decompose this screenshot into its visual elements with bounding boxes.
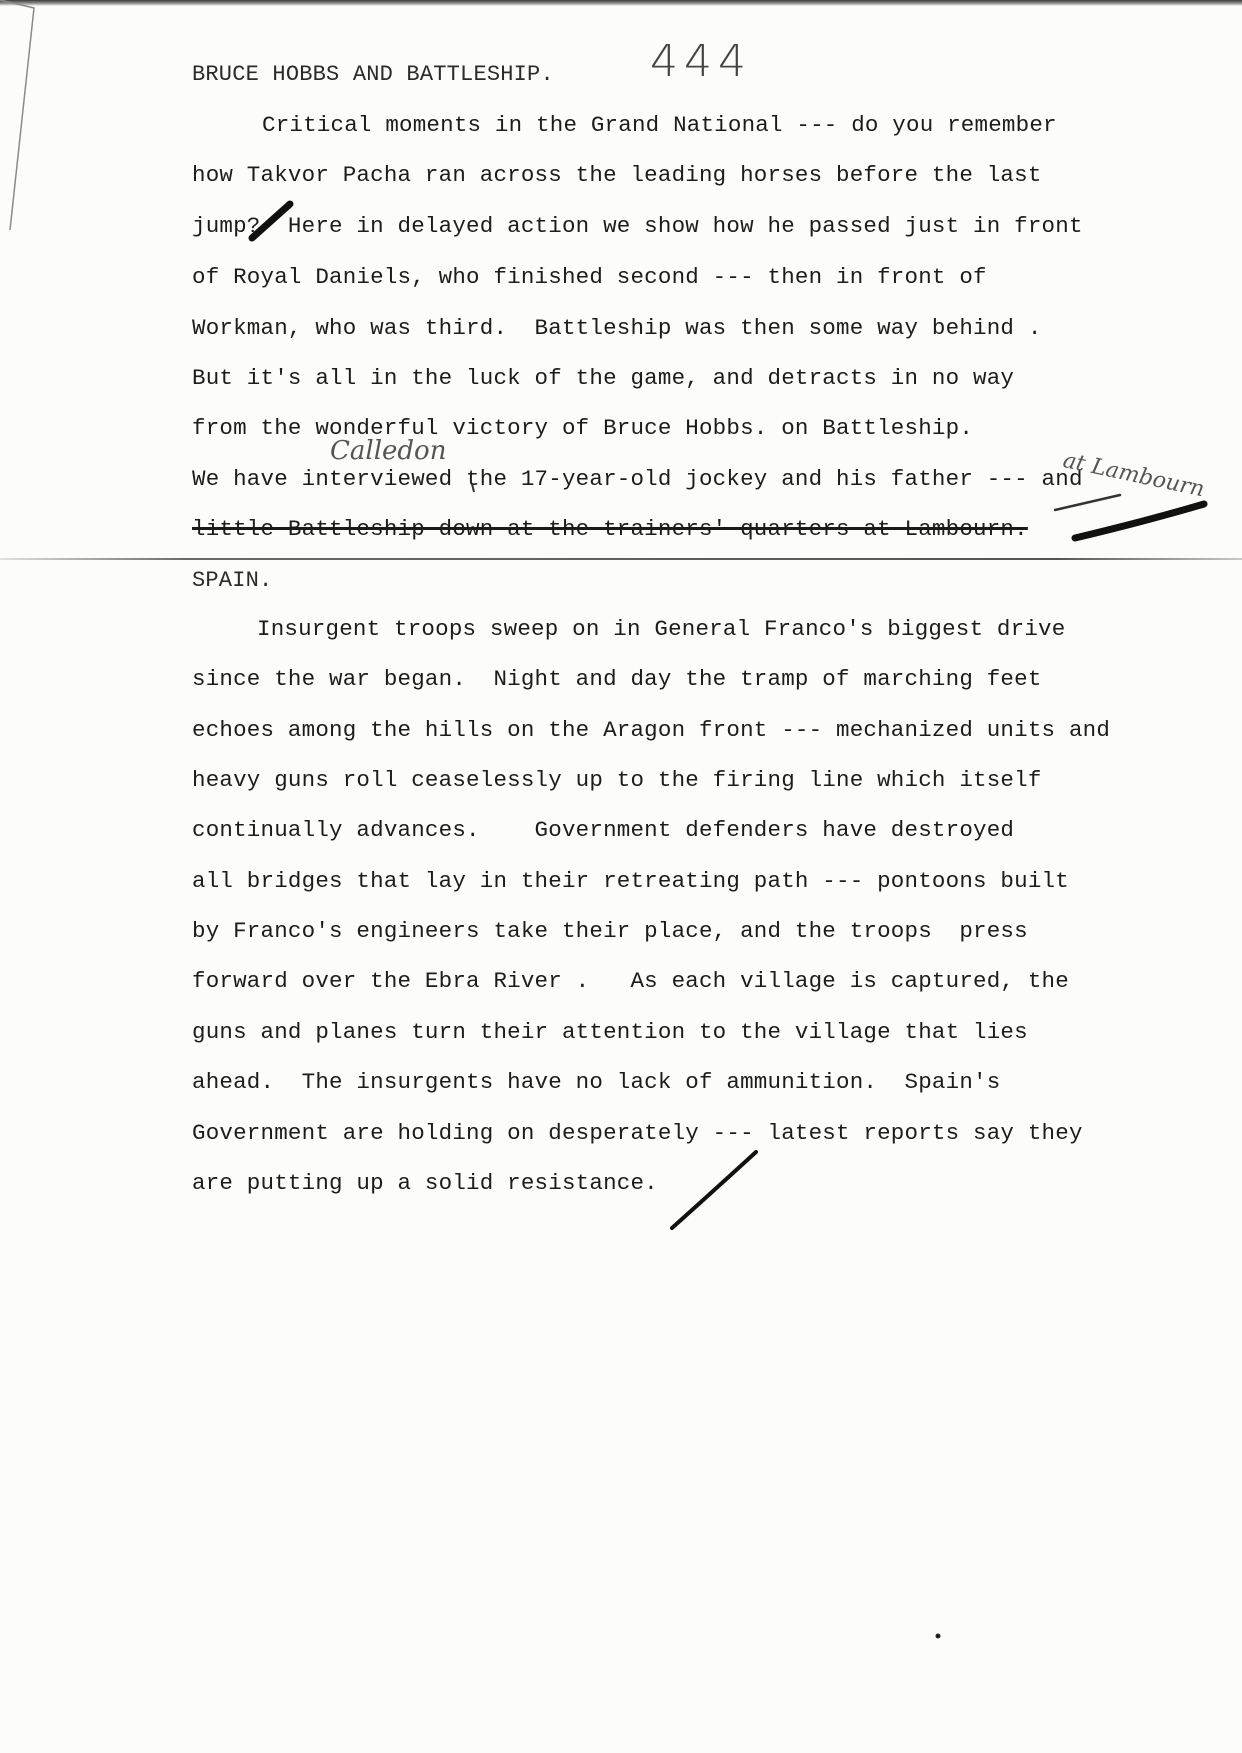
story1-line-4: of Royal Daniels, who finished second --- then in front of	[192, 264, 987, 290]
story2-line-2: since the war began. Night and day the tramp of marching feet	[192, 666, 1042, 692]
handwritten-insert: Calledon	[330, 436, 447, 466]
story2-line-3: echoes among the hills on the Aragon front --- mechanized units and	[192, 717, 1111, 743]
pen-stroke-jump	[252, 204, 290, 238]
pen-stroke-margin	[1055, 495, 1120, 510]
pen-stroke-end-story1	[1075, 504, 1204, 538]
page-number: 444	[650, 36, 752, 87]
story1-line-2: how Takvor Pacha ran across the leading horses before the last	[192, 162, 1042, 188]
story2-line-5: continually advances. Government defenders have destroyed	[192, 817, 1015, 843]
pen-stroke-end-story2	[672, 1152, 756, 1228]
story1-line-7: from the wonderful victory of Bruce Hobbs. on Battleship.	[192, 415, 974, 441]
caret-mark	[472, 484, 474, 492]
story2-line-7: by Franco's engineers take their place, and the troops press	[192, 918, 1028, 944]
story1-line-1: Critical moments in the Grand National --- do you remember	[262, 112, 1057, 138]
story2-line-9: guns and planes turn their attention to the village that lies	[192, 1019, 1028, 1045]
story1-line-6: But it's all in the luck of the game, and detracts in no way	[192, 365, 1015, 391]
story2-line-12: are putting up a solid resistance.	[192, 1170, 658, 1196]
story2-line-10: ahead. The insurgents have no lack of ammunition. Spain's	[192, 1069, 1001, 1095]
ink-speck	[936, 1634, 941, 1639]
story1-line-9-struck: little Battleship down at the trainers' quarters at Lambourn.	[192, 516, 1028, 542]
handwritten-margin-note: at Lambourn	[1060, 448, 1207, 503]
story1-line-5: Workman, who was third. Battleship was then some way behind .	[192, 315, 1042, 341]
story2-line-1: Insurgent troops sweep on in General Franco's biggest drive	[257, 616, 1066, 642]
story2-line-4: heavy guns roll ceaselessly up to the firing line which itself	[192, 767, 1042, 793]
story1-line-3: jump? Here in delayed action we show how he passed just in front	[192, 213, 1083, 239]
story2-line-6: all bridges that lay in their retreating path --- pontoons built	[192, 868, 1069, 894]
story-heading-spain: SPAIN.	[192, 568, 273, 593]
story-heading-bruce-hobbs: BRUCE HOBBS AND BATTLESHIP.	[192, 62, 554, 87]
story2-line-8: forward over the Ebra River . As each village is captured, the	[192, 968, 1069, 994]
story2-line-11: Government are holding on desperately --- latest reports say they	[192, 1120, 1083, 1146]
story1-line-8: We have interviewed the 17-year-old jockey and his father --- and	[192, 466, 1083, 492]
